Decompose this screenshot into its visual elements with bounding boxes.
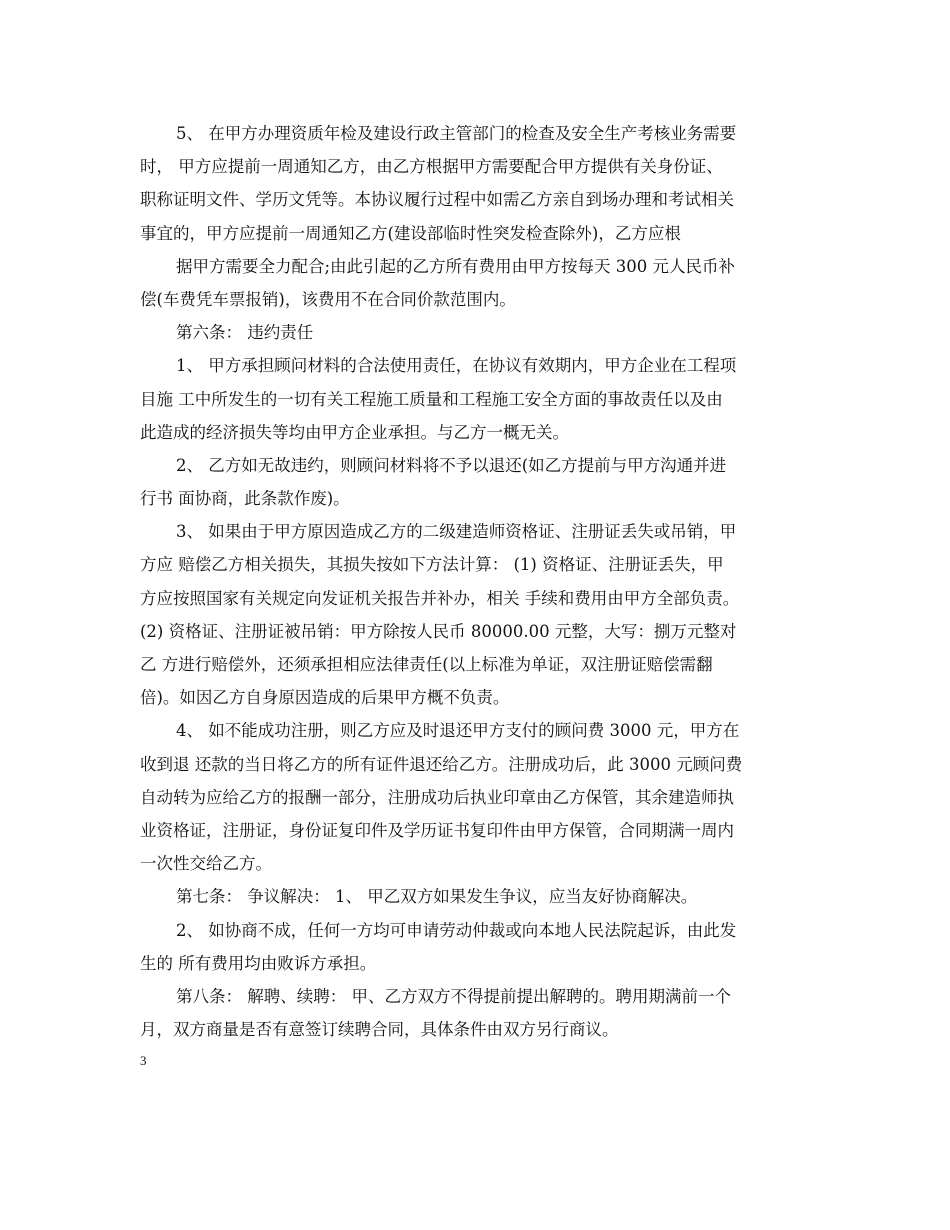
text-line: 方应 赔偿乙方相关损失，其损失按如下方法计算： (1) 资格证、注册证丢失，甲	[140, 555, 724, 575]
text-line: 目施 工中所发生的一切有关工程施工质量和工程施工安全方面的事故责任以及由	[140, 389, 723, 409]
text-line: 行书 面协商，此条款作废)。	[140, 489, 350, 509]
text-line: 据甲方需要全力配合;由此引起的乙方所有费用由甲方按每天 300 元人民币补	[176, 256, 736, 276]
section-heading: 第八条： 解聘、续聘： 甲、乙方双方不得提前提出解聘的。聘用期满前一个	[176, 986, 731, 1006]
text-line: 5、 在甲方办理资质年检及建设行政主管部门的检查及安全生产考核业务需要	[176, 124, 737, 143]
text-line: 事宜的，甲方应提前一周通知乙方(建设部临时性突发检查除外)，乙方应根	[140, 223, 681, 243]
text-line: 生的 所有费用均由败诉方承担。	[140, 953, 377, 973]
text-line: 乙 方进行赔偿外，还须承担相应法律责任(以上标准为单证，双注册证赔偿需翻	[140, 655, 713, 674]
section-heading: 第六条： 违约责任	[176, 323, 314, 343]
text-line: 倍)。如因乙方自身原因造成的后果甲方概不负责。	[140, 688, 510, 708]
text-line: 2、 乙方如无故违约，则顾问材料将不予以退还(如乙方提前与甲方沟通并进	[176, 455, 727, 475]
text-line: 此造成的经济损失等均由甲方企业承担。与乙方一概无关。	[140, 422, 569, 442]
text-line: 3、 如果由于甲方原因造成乙方的二级建造师资格证、注册证丢失或吊销，甲	[176, 522, 737, 542]
document-body	[140, 117, 812, 1046]
text-line: 自动转为应给乙方的报酬一部分，注册成功后执业印章由乙方保管，其余建造师执	[140, 787, 734, 807]
text-line: 一次性交给乙方。	[140, 854, 272, 874]
text-line: 职称证明文件、学历文凭等。本协议履行过程中如需乙方亲自到场办理和考试相关	[140, 190, 734, 210]
text-line: 2、 如协商不成，任何一方均可申请劳动仲裁或向本地人民法院起诉，由此发	[176, 920, 737, 940]
text-line: 4、 如不能成功注册，则乙方应及时退还甲方支付的顾问费 3000 元，甲方在	[176, 721, 740, 741]
text-line: 时， 甲方应提前一周通知乙方，由乙方根据甲方需要配合甲方提供有关身份证、	[140, 157, 723, 177]
section-heading: 第七条： 争议解决： 1、 甲乙双方如果发生争议，应当友好协商解决。	[176, 887, 698, 907]
text-line: 业资格证，注册证，身份证复印件及学历证书复印件由甲方保管，合同期满一周内	[140, 820, 734, 840]
text-line: (2) 资格证、注册证被吊销：甲方除按人民币 80000.00 元整，大写：捌万元整对	[140, 621, 737, 641]
text-line: 1、 甲方承担顾问材料的合法使用责任，在协议有效期内，甲方企业在工程项	[176, 356, 737, 376]
text-line: 方应按照国家有关规定向发证机关报告并补办，相关 手续和费用由甲方全部负责。	[140, 588, 740, 608]
text-line: 月，双方商量是否有意签订续聘合同，具体条件由双方另行商议。	[140, 1020, 619, 1040]
text-line: 偿(车费凭车票报销)，该费用不在合同价款范围内。	[140, 289, 516, 309]
page-number: 3	[140, 1053, 147, 1068]
text-line: 收到退 还款的当日将乙方的所有证件退还给乙方。注册成功后，此 3000 元顾问费	[140, 754, 743, 774]
